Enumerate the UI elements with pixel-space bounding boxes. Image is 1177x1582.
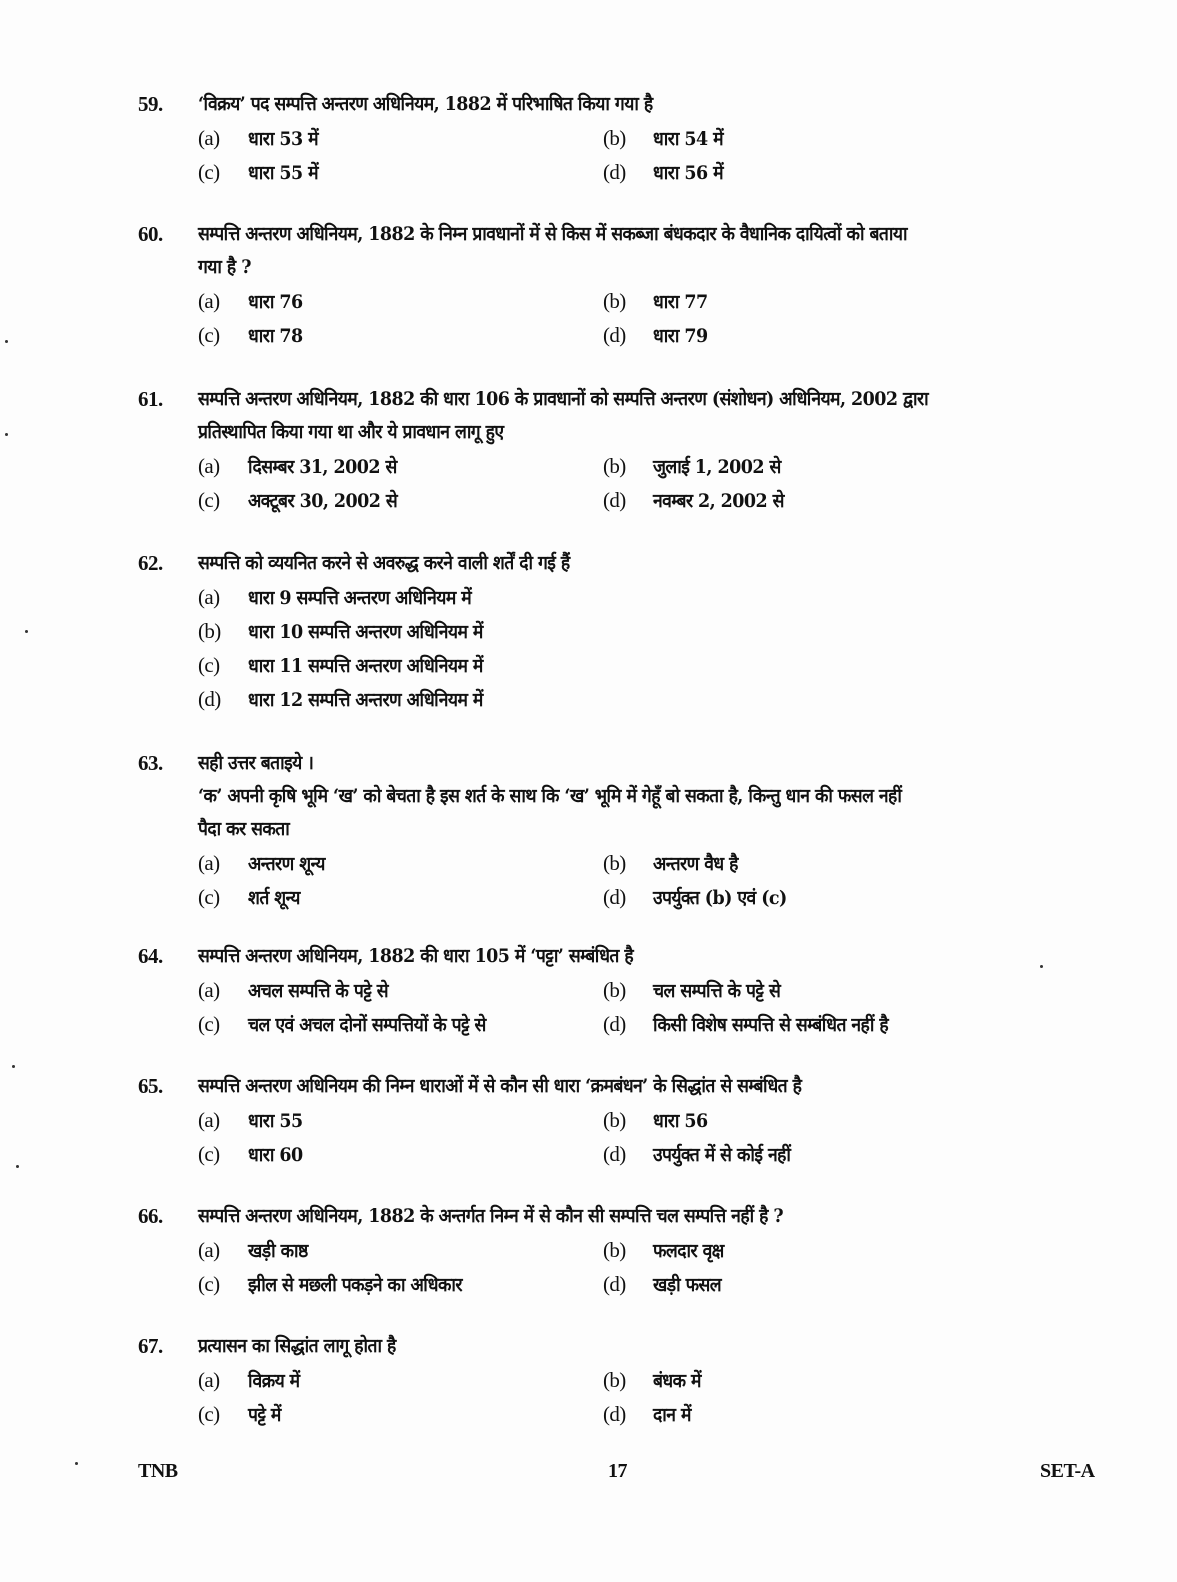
option-a[interactable] bbox=[198, 850, 603, 876]
option-label: (b) bbox=[198, 618, 221, 643]
option-b[interactable] bbox=[603, 125, 729, 151]
option-b[interactable] bbox=[603, 288, 712, 314]
option-label: (b) bbox=[603, 850, 626, 875]
option-text: धारा 56 में bbox=[653, 162, 724, 184]
option-text: धारा 53 में bbox=[248, 128, 319, 150]
option-text: धारा 12 सम्पत्ति अन्तरण अधिनियम में bbox=[248, 689, 483, 711]
question-number: 63. bbox=[138, 751, 163, 775]
question-text-line: पैदा कर सकता bbox=[198, 818, 290, 840]
option-label: (a) bbox=[198, 1107, 220, 1132]
question-number: 59. bbox=[138, 92, 163, 116]
question-number: 67. bbox=[138, 1334, 163, 1358]
option-text: अन्तरण वैध है bbox=[653, 853, 738, 875]
option-label: (a) bbox=[198, 453, 220, 478]
scan-speck bbox=[75, 1462, 78, 1465]
scan-speck bbox=[12, 1065, 15, 1068]
question-text: प्रत्यासन का सिद्धांत लागू होता है bbox=[198, 1335, 396, 1357]
option-label: (d) bbox=[198, 686, 221, 711]
option-text: धारा 78 bbox=[248, 325, 303, 347]
option-label: (a) bbox=[198, 125, 220, 150]
option-text: दान में bbox=[653, 1404, 691, 1426]
option-text: अक्टूबर 30, 2002 से bbox=[248, 490, 398, 512]
options bbox=[198, 1233, 1128, 1301]
option-label: (d) bbox=[603, 1401, 626, 1426]
option-b[interactable] bbox=[603, 850, 745, 876]
question-text: सम्पत्ति अन्तरण अधिनियम, 1882 की धारा 105 में ‘पट्टा’ सम्बंधित है bbox=[198, 945, 634, 967]
option-c[interactable] bbox=[198, 1401, 603, 1427]
option-text: शर्त शून्य bbox=[248, 887, 300, 909]
question-text: सम्पत्ति अन्तरण अधिनियम की निम्न धाराओं में से कौन सी धारा ‘क्रमबंधन’ के सिद्धांत से सम्बंधित है bbox=[198, 1075, 802, 1097]
option-label: (c) bbox=[198, 652, 220, 677]
question-text-line: सम्पत्ति अन्तरण अधिनियम, 1882 के निम्न प्रावधानों में से किस में सकब्जा बंधकदार के वैधानिक दायित्वों को बताया bbox=[198, 223, 907, 245]
option-label: (a) bbox=[198, 288, 220, 313]
option-d[interactable] bbox=[603, 1401, 694, 1427]
question-text: सम्पत्ति अन्तरण अधिनियम, 1882 के अन्तर्गत निम्न में से कौन सी सम्पत्ति चल सम्पत्ति नहीं है ? bbox=[198, 1205, 784, 1227]
question-67 bbox=[138, 1330, 1128, 1431]
option-label: (c) bbox=[198, 884, 220, 909]
option-a[interactable] bbox=[198, 125, 603, 151]
scan-speck bbox=[16, 1165, 19, 1168]
question-number: 60. bbox=[138, 222, 163, 246]
option-label: (d) bbox=[603, 322, 626, 347]
option-text: अन्तरण शून्य bbox=[248, 853, 325, 875]
option-text: धारा 76 bbox=[248, 291, 303, 313]
option-label: (b) bbox=[603, 1237, 626, 1262]
option-text: विक्रय में bbox=[248, 1370, 300, 1392]
option-label: (a) bbox=[198, 1237, 220, 1262]
option-label: (a) bbox=[198, 584, 220, 609]
options bbox=[198, 1103, 1128, 1171]
question-59 bbox=[138, 88, 1128, 189]
option-label: (a) bbox=[198, 850, 220, 875]
option-label: (c) bbox=[198, 322, 220, 347]
question-62 bbox=[138, 547, 1128, 716]
option-label: (b) bbox=[603, 977, 626, 1002]
option-a[interactable] bbox=[198, 584, 491, 610]
option-c[interactable] bbox=[198, 1141, 603, 1167]
option-label: (c) bbox=[198, 487, 220, 512]
option-label: (d) bbox=[603, 1011, 626, 1036]
option-text: धारा 77 bbox=[653, 291, 708, 313]
option-text: चल एवं अचल दोनों सम्पत्तियों के पट्टे से bbox=[248, 1014, 486, 1036]
option-text: धारा 56 bbox=[653, 1110, 708, 1132]
question-64 bbox=[138, 940, 1128, 1041]
question-66 bbox=[138, 1200, 1128, 1301]
option-d[interactable] bbox=[603, 1271, 727, 1297]
question-63 bbox=[138, 747, 1128, 914]
option-label: (d) bbox=[603, 159, 626, 184]
option-a[interactable] bbox=[198, 1367, 603, 1393]
option-c[interactable] bbox=[198, 487, 603, 513]
option-b[interactable] bbox=[603, 453, 792, 479]
option-b[interactable] bbox=[603, 1107, 712, 1133]
option-a[interactable] bbox=[198, 288, 603, 314]
option-label: (d) bbox=[603, 487, 626, 512]
option-text: झील से मछली पकड़ने का अधिकार bbox=[248, 1274, 462, 1296]
question-text bbox=[198, 383, 1118, 449]
option-b[interactable] bbox=[603, 1367, 705, 1393]
options bbox=[198, 121, 1128, 189]
option-text: धारा 10 सम्पत्ति अन्तरण अधिनियम में bbox=[248, 621, 483, 643]
option-a[interactable] bbox=[198, 453, 603, 479]
option-b[interactable] bbox=[603, 977, 791, 1003]
option-text: धारा 11 सम्पत्ति अन्तरण अधिनियम में bbox=[248, 655, 483, 677]
option-c[interactable] bbox=[198, 1271, 603, 1297]
question-text-line: सम्पत्ति अन्तरण अधिनियम, 1882 की धारा 106 के प्रावधानों को सम्पत्ति अन्तरण (संशोधन) अधिनियम, 2002 द्वारा bbox=[198, 388, 929, 410]
option-b[interactable] bbox=[198, 618, 503, 644]
option-c[interactable] bbox=[198, 1011, 603, 1037]
option-label: (d) bbox=[603, 884, 626, 909]
page-number: 17 bbox=[608, 1460, 627, 1482]
option-text: अचल सम्पत्ति के पट्टे से bbox=[248, 980, 389, 1002]
question-text-line: सही उत्तर बताइये । bbox=[198, 752, 314, 774]
question-text bbox=[198, 747, 1118, 846]
option-a[interactable] bbox=[198, 977, 603, 1003]
question-text: ‘विक्रय’ पद सम्पत्ति अन्तरण अधिनियम, 1882 में परिभाषित किया गया है bbox=[198, 93, 653, 115]
question-text-line: प्रतिस्थापित किया गया था और ये प्रावधान लागू हुए bbox=[198, 421, 504, 443]
option-text: फलदार वृक्ष bbox=[653, 1240, 724, 1262]
option-c[interactable] bbox=[198, 322, 603, 348]
question-60 bbox=[138, 218, 1128, 352]
question-text-line: ‘क’ अपनी कृषि भूमि ‘ख’ को बेचता है इस शर्त के साथ कि ‘ख’ भूमि में गेहूँ बो सकता है, किन्तु धान की फसल नहीं bbox=[198, 785, 902, 807]
option-label: (d) bbox=[603, 1271, 626, 1296]
options bbox=[198, 846, 1128, 914]
question-number: 64. bbox=[138, 944, 163, 968]
question-text: सम्पत्ति को व्ययनित करने से अवरुद्ध करने वाली शर्तें दी गई हैं bbox=[198, 552, 570, 574]
option-label: (d) bbox=[603, 1141, 626, 1166]
question-number: 65. bbox=[138, 1074, 163, 1098]
option-label: (c) bbox=[198, 1401, 220, 1426]
options bbox=[198, 1363, 1128, 1431]
question-65 bbox=[138, 1070, 1128, 1171]
option-d[interactable] bbox=[603, 1011, 909, 1037]
question-text bbox=[198, 218, 1118, 284]
scan-speck bbox=[1040, 965, 1043, 968]
option-a[interactable] bbox=[198, 1107, 603, 1133]
option-d[interactable] bbox=[603, 159, 729, 185]
option-c[interactable] bbox=[198, 159, 603, 185]
question-number: 62. bbox=[138, 551, 163, 575]
scan-speck bbox=[5, 340, 8, 343]
option-d[interactable] bbox=[603, 322, 712, 348]
options bbox=[198, 580, 1128, 716]
option-d[interactable] bbox=[198, 686, 503, 712]
option-text: धारा 79 bbox=[653, 325, 708, 347]
option-text: किसी विशेष सम्पत्ति से सम्बंधित नहीं है bbox=[653, 1014, 889, 1036]
scan-speck bbox=[25, 630, 28, 633]
option-text: उपर्युक्त (b) एवं (c) bbox=[653, 887, 787, 909]
option-text: जुलाई 1, 2002 से bbox=[653, 456, 781, 478]
option-text: धारा 60 bbox=[248, 1144, 303, 1166]
option-label: (c) bbox=[198, 159, 220, 184]
option-text: धारा 55 bbox=[248, 1110, 303, 1132]
option-text: खड़ी काष्ठ bbox=[248, 1240, 308, 1262]
option-text: पट्टे में bbox=[248, 1404, 281, 1426]
question-number: 61. bbox=[138, 387, 163, 411]
option-text: बंधक में bbox=[653, 1370, 701, 1392]
option-b[interactable] bbox=[603, 1237, 730, 1263]
option-label: (b) bbox=[603, 453, 626, 478]
option-text: धारा 55 में bbox=[248, 162, 319, 184]
option-label: (b) bbox=[603, 1107, 626, 1132]
footer-code: TNB bbox=[138, 1460, 178, 1482]
option-text: धारा 9 सम्पत्ति अन्तरण अधिनियम में bbox=[248, 587, 472, 609]
question-text-line: गया है ? bbox=[198, 256, 251, 278]
options bbox=[198, 973, 1128, 1041]
set-label: SET-A bbox=[1040, 1460, 1095, 1482]
option-label: (c) bbox=[198, 1141, 220, 1166]
options bbox=[198, 284, 1128, 352]
option-label: (b) bbox=[603, 125, 626, 150]
question-number: 66. bbox=[138, 1204, 163, 1228]
question-61 bbox=[138, 383, 1128, 517]
option-text: दिसम्बर 31, 2002 से bbox=[248, 456, 397, 478]
options bbox=[198, 449, 1128, 517]
option-label: (b) bbox=[603, 288, 626, 313]
option-c[interactable] bbox=[198, 652, 503, 678]
option-d[interactable] bbox=[603, 487, 795, 513]
option-text: नवम्बर 2, 2002 से bbox=[653, 490, 784, 512]
option-label: (a) bbox=[198, 1367, 220, 1392]
option-label: (b) bbox=[603, 1367, 626, 1392]
option-label: (a) bbox=[198, 977, 220, 1002]
option-label: (c) bbox=[198, 1011, 220, 1036]
option-label: (c) bbox=[198, 1271, 220, 1296]
option-a[interactable] bbox=[198, 1237, 603, 1263]
scan-speck bbox=[5, 433, 8, 436]
option-text: खड़ी फसल bbox=[653, 1274, 722, 1296]
option-text: चल सम्पत्ति के पट्टे से bbox=[653, 980, 781, 1002]
option-text: उपर्युक्त में से कोई नहीं bbox=[653, 1144, 791, 1166]
option-d[interactable] bbox=[603, 1141, 802, 1167]
option-text: धारा 54 में bbox=[653, 128, 724, 150]
option-c[interactable] bbox=[198, 884, 603, 910]
option-d[interactable] bbox=[603, 884, 798, 910]
